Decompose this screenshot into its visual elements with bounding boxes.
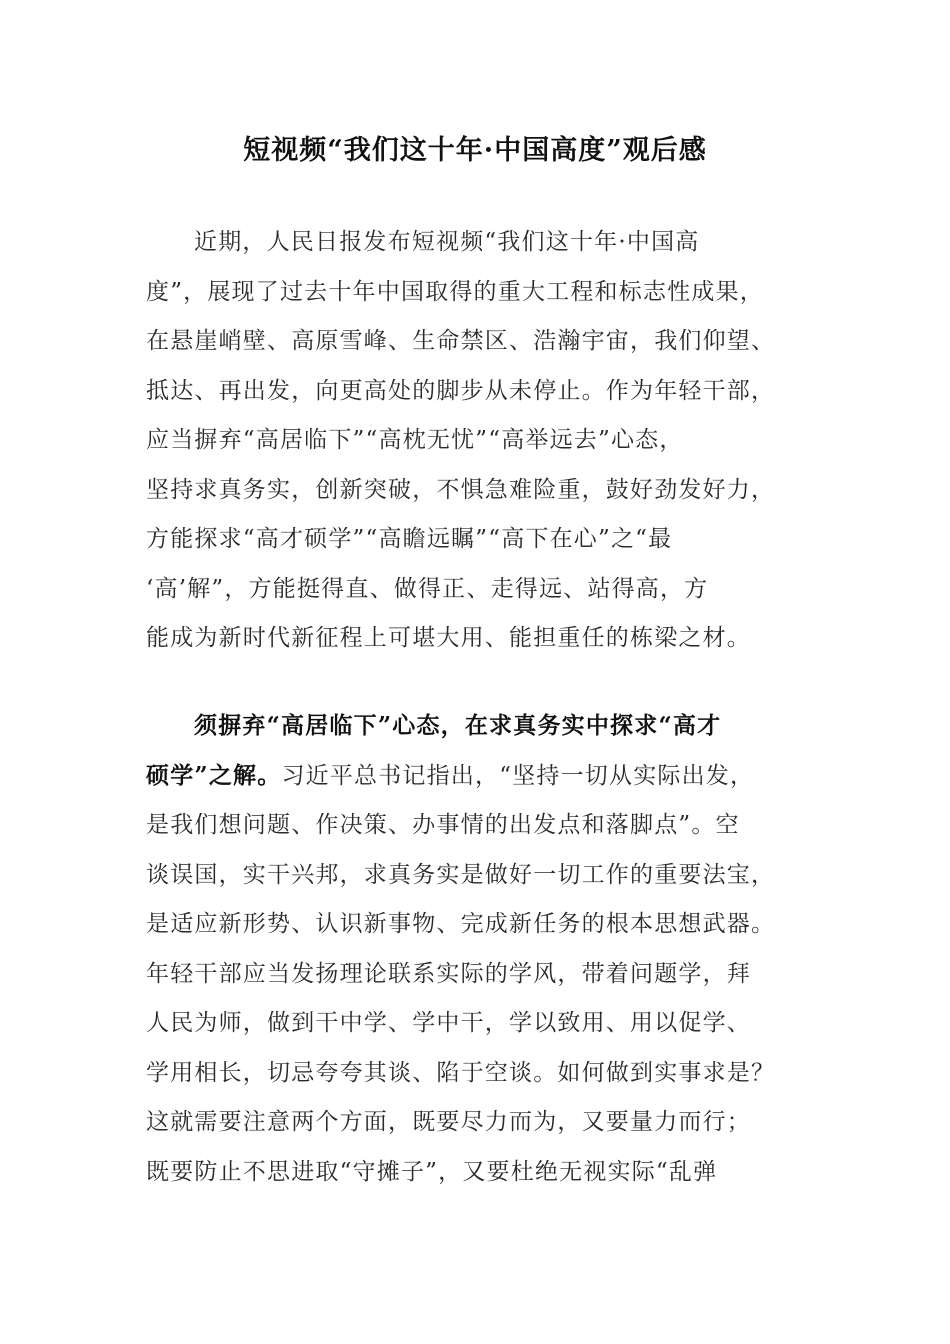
paragraph-line: ‘高’解”，方能挺得直、做得正、走得远、站得高，方 [146,575,709,602]
paragraph-line: 年轻干部应当发扬理论联系实际的学风，带着问题学，拜 [146,960,751,987]
paragraph-line-rest: 习近平总书记指出，“坚持一切从实际出发， [281,762,755,789]
paragraph-line: 能成为新时代新征程上可堪大用、能担重任的栋梁之材。 [146,625,751,651]
paragraph-line: 度”，展现了过去十年中国取得的重大工程和标志性成果， [146,278,764,305]
paragraph-line: 人民为师，做到干中学、学中干，学以致用、用以促学、 [146,1010,751,1036]
paragraph-intro [146,218,806,664]
document-title: 短视频“我们这十年·中国高度”观后感 [243,135,707,166]
paragraph-line: 方能探求“高才硕学”“高瞻远瞩”“高下在心”之“最 [146,526,673,552]
paragraph-line: 学用相长，切忌夸夸其谈、陷于空谈。如何做到实事求是？ [146,1059,776,1086]
paragraph-line: 坚持求真务实，创新突破，不惧急难险重，鼓好劲发好力， [146,476,776,503]
paragraph-section-1 [146,701,806,1197]
section-heading: 须摒弃“高居临下”心态，在求真务实中探求“高才 [194,712,722,739]
paragraph-line: 既要防止不思进取“守摊子”，又要杜绝无视实际“乱弹 [146,1158,718,1185]
paragraph-line [146,751,806,802]
paragraph-line: 近期，人民日报发布短视频“我们这十年·中国高 [194,229,700,255]
section-heading-end: 硕学”之解。 [146,761,282,789]
paragraph-line: 这就需要注意两个方面，既要尽力而为，又要量力而行； [146,1109,751,1135]
paragraph-line: 在悬崖峭壁、高原雪峰、生命禁区、浩瀚宇宙，我们仰望、 [146,328,776,354]
paragraph-line: 是适应新形势、认识新事物、完成新任务的根本思想武器。 [146,911,776,937]
paragraph-line: 谈误国，实干兴邦，求真务实是做好一切工作的重要法宝， [146,861,776,888]
paragraph-line: 抵达、再出发，向更高处的脚步从未停止。作为年轻干部， [146,377,776,404]
paragraph-line: 是我们想问题、作决策、办事情的出发点和落脚点”。空 [146,812,740,838]
paragraph-line: 应当摒弃“高居临下”“高枕无忧”“高举远去”心态， [146,427,684,453]
